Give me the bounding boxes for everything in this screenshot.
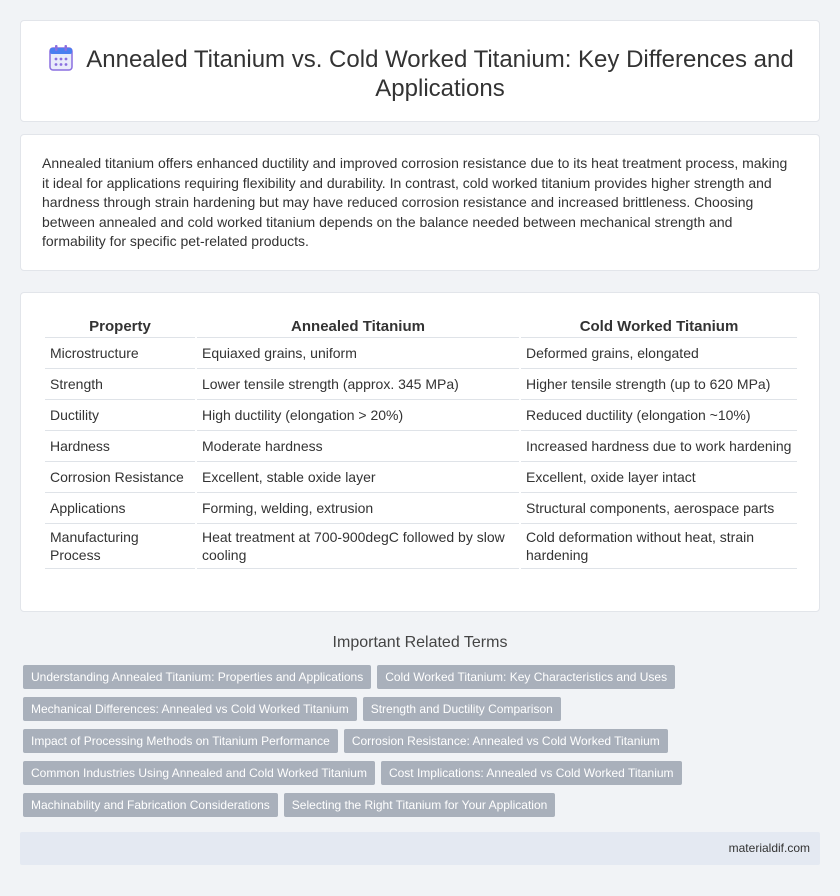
related-terms-list bbox=[23, 665, 703, 825]
table-row bbox=[45, 369, 797, 400]
table-cell: Applications bbox=[45, 493, 195, 524]
table-cell: Ductility bbox=[45, 400, 195, 431]
page-title: Annealed Titanium vs. Cold Worked Titanium: Key Differences and Applications bbox=[86, 46, 794, 102]
table-cell: Excellent, stable oxide layer bbox=[197, 462, 519, 493]
header-annealed: Annealed Titanium bbox=[197, 315, 519, 338]
table-cell: Hardness bbox=[45, 431, 195, 462]
header-cold-worked: Cold Worked Titanium bbox=[521, 315, 797, 338]
footer bbox=[20, 832, 820, 865]
comparison-table-card bbox=[20, 292, 820, 612]
intro-paragraph: Annealed titanium offers enhanced ductility and improved corrosion resistance due to its heat treatment process, making it ideal for applications requiring flexibility and durability. In contrast, cold worked titanium provides higher strength and hardness through strain hardening but may have reduced corrosion resistance and increased brittleness. Choosing between annealed and cold worked titanium depends on the balance needed between mechanical strength and formability for specific pet-related products. bbox=[42, 155, 788, 249]
related-term-tag[interactable]: Strength and Ductility Comparison bbox=[363, 697, 561, 721]
table-cell: Deformed grains, elongated bbox=[521, 338, 797, 369]
title-card bbox=[20, 20, 820, 122]
table-row bbox=[45, 338, 797, 369]
table-cell: Manufacturing Process bbox=[45, 524, 195, 569]
table-row bbox=[45, 462, 797, 493]
related-term-tag[interactable]: Cold Worked Titanium: Key Characteristics and Uses bbox=[377, 665, 675, 689]
table-cell: Moderate hardness bbox=[197, 431, 519, 462]
table-cell: Excellent, oxide layer intact bbox=[521, 462, 797, 493]
table-cell: Reduced ductility (elongation ~10%) bbox=[521, 400, 797, 431]
table-cell: Higher tensile strength (up to 620 MPa) bbox=[521, 369, 797, 400]
table-cell: Strength bbox=[45, 369, 195, 400]
table-cell: Microstructure bbox=[45, 338, 195, 369]
table-row bbox=[45, 493, 797, 524]
related-term-tag[interactable]: Selecting the Right Titanium for Your Application bbox=[284, 793, 556, 817]
table-cell: Equiaxed grains, uniform bbox=[197, 338, 519, 369]
table-cell: Lower tensile strength (approx. 345 MPa) bbox=[197, 369, 519, 400]
related-term-tag[interactable]: Machinability and Fabrication Considerations bbox=[23, 793, 278, 817]
table-cell: Corrosion Resistance bbox=[45, 462, 195, 493]
table-cell: Forming, welding, extrusion bbox=[197, 493, 519, 524]
comparison-table bbox=[43, 315, 799, 569]
table-cell: Heat treatment at 700-900degC followed by slow cooling bbox=[197, 524, 519, 569]
site-name[interactable]: materialdif.com bbox=[728, 841, 810, 855]
related-term-tag[interactable]: Understanding Annealed Titanium: Properties and Applications bbox=[23, 665, 371, 689]
header-property: Property bbox=[45, 315, 195, 338]
table-header-row bbox=[45, 315, 797, 338]
table-cell: High ductility (elongation > 20%) bbox=[197, 400, 519, 431]
table-row bbox=[45, 431, 797, 462]
table-cell: Structural components, aerospace parts bbox=[521, 493, 797, 524]
related-terms-heading: Important Related Terms bbox=[332, 634, 508, 651]
table-row bbox=[45, 400, 797, 431]
intro-card bbox=[20, 134, 820, 271]
related-term-tag[interactable]: Mechanical Differences: Annealed vs Cold Worked Titanium bbox=[23, 697, 357, 721]
related-term-tag[interactable]: Corrosion Resistance: Annealed vs Cold Worked Titanium bbox=[344, 729, 668, 753]
related-term-tag[interactable]: Cost Implications: Annealed vs Cold Worked Titanium bbox=[381, 761, 682, 785]
table-row bbox=[45, 524, 797, 569]
table-cell: Increased hardness due to work hardening bbox=[521, 431, 797, 462]
table-cell: Cold deformation without heat, strain hardening bbox=[521, 524, 797, 569]
related-term-tag[interactable]: Impact of Processing Methods on Titanium Performance bbox=[23, 729, 338, 753]
related-term-tag[interactable]: Common Industries Using Annealed and Cold Worked Titanium bbox=[23, 761, 375, 785]
